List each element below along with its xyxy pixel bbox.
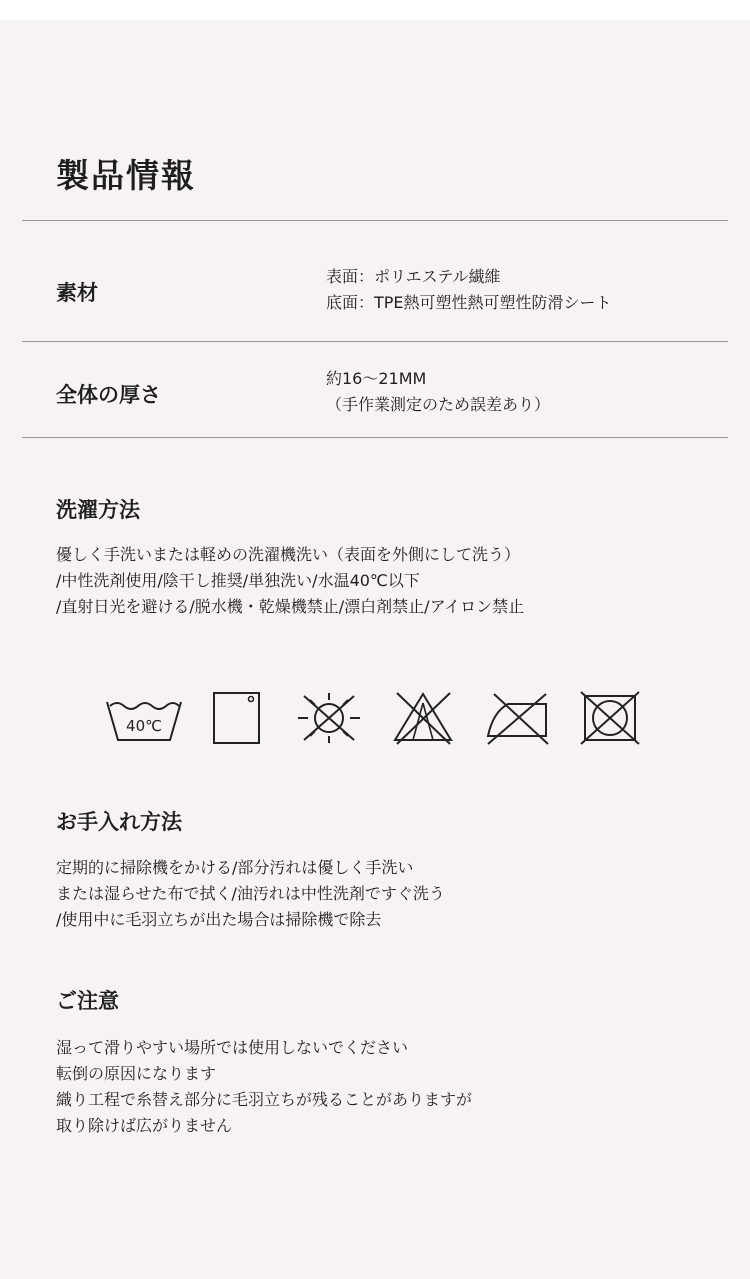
care-instructions [56, 855, 445, 933]
spec-value-thickness [326, 366, 550, 418]
washing-line: /直射日光を避ける/脱水機・乾燥機禁止/漂白剤禁止/アイロン禁止 [56, 597, 525, 616]
tumble-dry-icon [212, 690, 262, 746]
spec-label-thickness: 全体の厚さ [56, 383, 161, 407]
caution-line: 織り工程で糸替え部分に毛羽立ちが残ることがありますが [56, 1090, 473, 1109]
page-title: 製品情報 [56, 156, 196, 195]
caution-line: 転倒の原因になります [56, 1064, 217, 1083]
caution-title: ご注意 [56, 989, 119, 1013]
divider [22, 341, 728, 342]
no-tumble-dry-icon [580, 690, 640, 746]
washing-line: /中性洗剤使用/陰干し推奨/単独洗い/水温40℃以下 [56, 571, 420, 590]
hand-wash-40c-icon [104, 690, 184, 744]
care-title: お手入れ方法 [56, 810, 182, 834]
washing-line: 優しく手洗いまたは軽めの洗濯機洗い（表面を外側にして洗う） [56, 545, 521, 564]
washing-instructions [56, 542, 524, 620]
spec-line: 約16～21MM [326, 369, 427, 388]
caution-line: 取り除けば広がりません [56, 1116, 233, 1135]
spec-line: 表面：ポリエステル繊維 [326, 267, 501, 286]
spec-line: 底面：TPE熱可塑性熱可塑性防滑シート [326, 293, 612, 312]
no-bleach-icon [392, 690, 454, 746]
washing-title: 洗濯方法 [56, 498, 140, 522]
wash-temperature-label: 40℃ [126, 717, 162, 735]
spec-line: （手作業測定のため誤差あり） [326, 395, 551, 414]
divider [22, 437, 728, 438]
care-line: または湿らせた布で拭く/油汚れは中性洗剤ですぐ洗う [56, 884, 445, 903]
caution-line: 湿って滑りやすい場所では使用しないでください [56, 1038, 409, 1057]
care-line: /使用中に毛羽立ちが出た場合は掃除機で除去 [56, 910, 382, 929]
divider [22, 220, 728, 221]
spec-label-material: 素材 [56, 281, 98, 305]
caution-notes [56, 1035, 472, 1139]
no-sun-drying-icon [296, 690, 362, 746]
care-line: 定期的に掃除機をかける/部分汚れは優しく手洗い [56, 858, 414, 877]
spec-value-material [326, 264, 612, 316]
no-iron-icon [484, 690, 550, 746]
